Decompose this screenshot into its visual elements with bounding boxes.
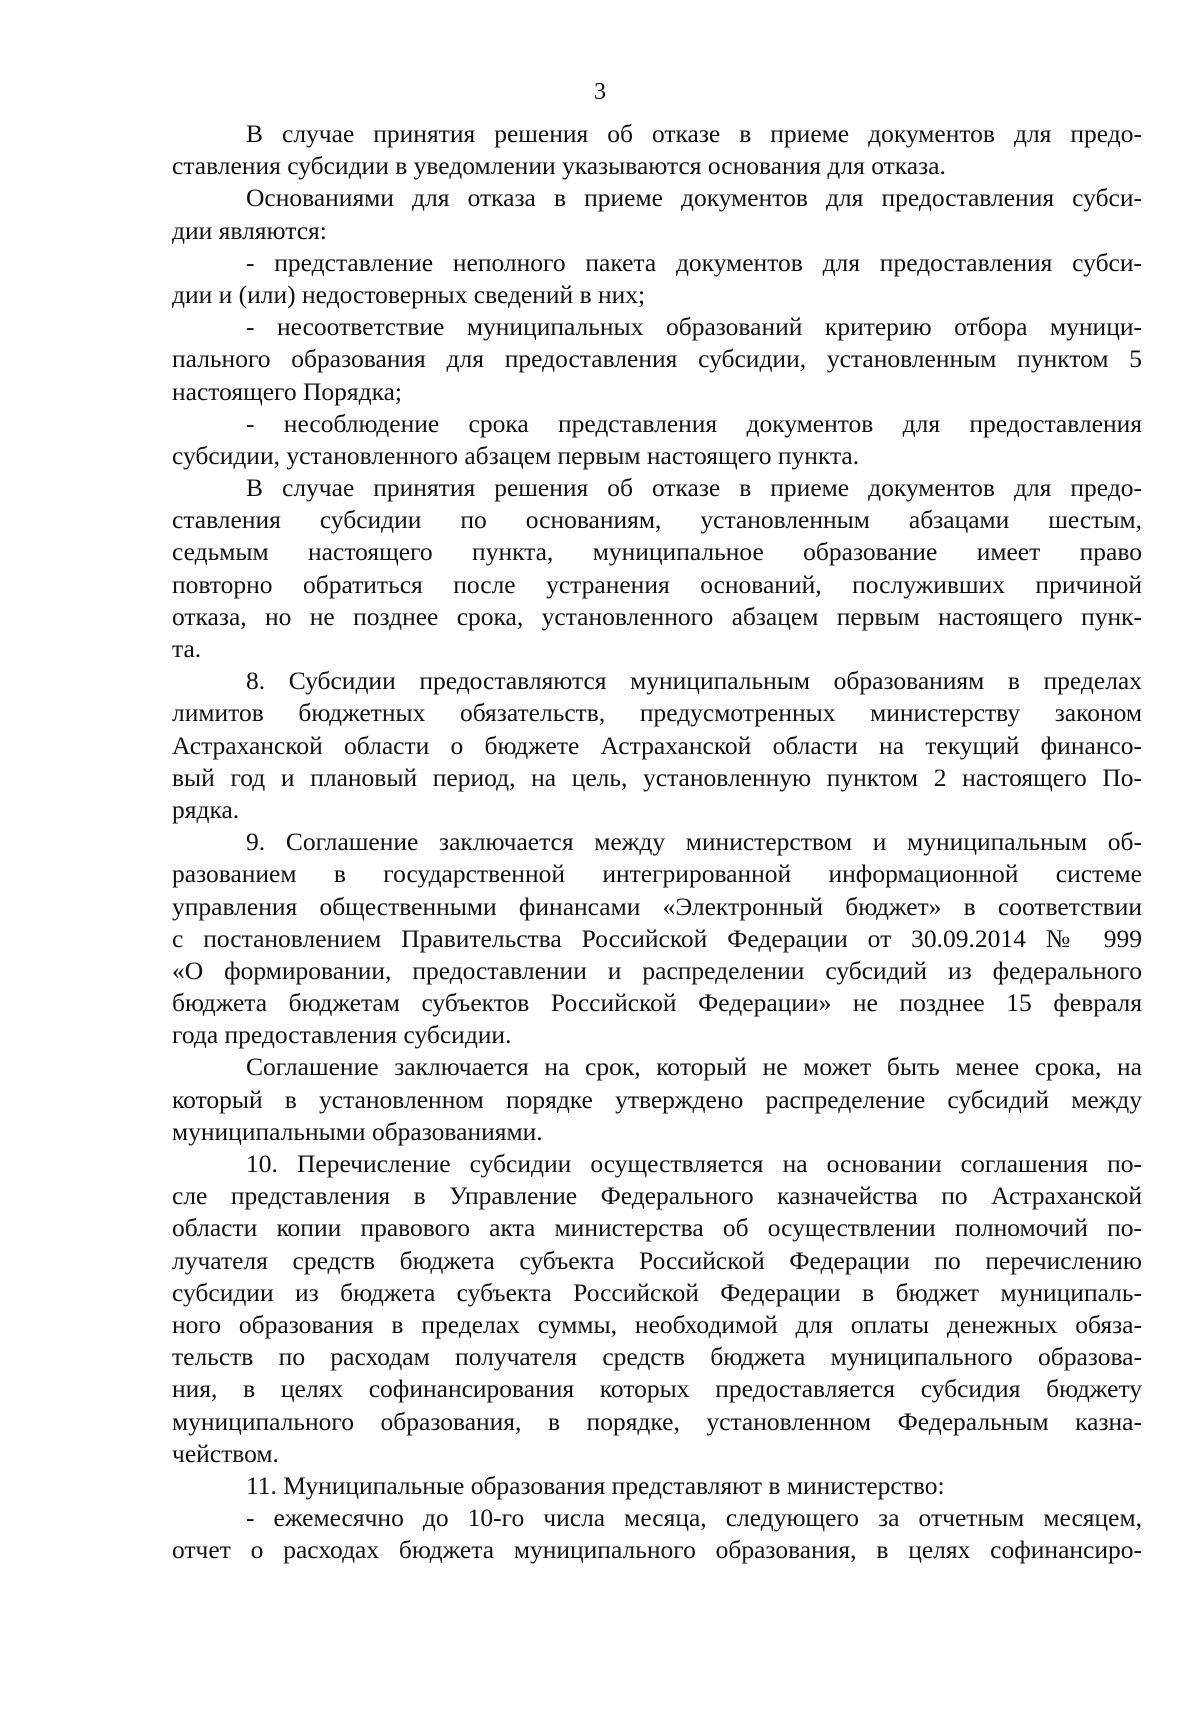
text-line: настоящего Порядка;	[172, 376, 403, 406]
text-line: Астраханской области о бюджете Астраханской области на текущий финансо-	[172, 730, 1142, 760]
text-line: - несоответствие муниципальных образований критерию отбора муници-	[246, 312, 1142, 342]
text-line: - представление неполного пакета документов для предоставления субси-	[246, 247, 1142, 277]
text-line: 9. Соглашение заключается между министерством и муниципальным об-	[246, 827, 1142, 857]
text-line: сле представления в Управление Федерального казначейства по Астраханской	[172, 1181, 1142, 1211]
text-line: повторно обратиться после устранения оснований, послуживших причиной	[172, 569, 1142, 599]
text-line: рядка.	[172, 794, 240, 824]
text-line: 11. Муниципальные образования представляют в министерство:	[246, 1470, 945, 1500]
text-line: ставления субсидии по основаниям, установленным абзацами шестым,	[172, 505, 1142, 535]
text-line: та.	[172, 634, 202, 663]
text-line: чейством.	[172, 1438, 279, 1468]
text-line: - ежемесячно до 10-го числа месяца, следующего за отчетным месяцем,	[246, 1503, 1142, 1533]
document-body	[172, 118, 1142, 1566]
text-line: года предоставления субсидии.	[172, 1020, 512, 1050]
text-line: разованием в государственной интегрированной информационной системе	[172, 859, 1142, 889]
text-line: В случае принятия решения об отказе в приеме документов для предо-	[246, 119, 1142, 148]
text-line: ного образования в пределах суммы, необходимой для оплаты денежных обяза-	[172, 1309, 1142, 1339]
text-line: субсидии, установленного абзацем первым настоящего пункта.	[172, 440, 860, 470]
text-line: отчет о расходах бюджета муниципального образования, в целях софинансиро-	[172, 1535, 1142, 1565]
text-line: бюджета бюджетам субъектов Российской Федерации» не позднее 15 февраля	[172, 988, 1142, 1018]
text-line: ния, в целях софинансирования которых предоставляется субсидия бюджету	[172, 1374, 1142, 1404]
text-line: субсидии из бюджета субъекта Российской Федерации в бюджет муниципаль-	[172, 1277, 1142, 1307]
text-line: дии являются:	[172, 215, 327, 245]
text-line: отказа, но не позднее срока, установленного абзацем первым настоящего пунк-	[172, 601, 1142, 631]
text-line: области копии правового акта министерства об осуществлении полномочий по-	[172, 1213, 1142, 1243]
text-line: муниципальными образованиями.	[172, 1116, 543, 1146]
text-line: лимитов бюджетных обязательств, предусмотренных министерству законом	[172, 698, 1142, 728]
text-line: - несоблюдение срока представления документов для предоставления	[246, 408, 1142, 438]
text-line: с постановлением Правительства Российской Федерации от 30.09.2014 № 999	[172, 923, 1142, 953]
text-line: муниципального образования, в порядке, установленном Федеральным казна-	[172, 1406, 1142, 1436]
text-line: 10. Перечисление субсидии осуществляется на основании соглашения по-	[246, 1149, 1142, 1178]
text-line: Основаниями для отказа в приеме документов для предоставления субси-	[246, 183, 1142, 213]
text-line: вый год и плановый период, на цель, установленную пунктом 2 настоящего По-	[172, 762, 1142, 792]
page-number: 3	[594, 79, 606, 105]
text-line: Соглашение заключается на срок, который не может быть менее срока, на	[246, 1052, 1142, 1082]
text-line: седьмым настоящего пункта, муниципальное образование имеет право	[172, 537, 1142, 567]
text-line: 8. Субсидии предоставляются муниципальным образованиям в пределах	[246, 666, 1142, 696]
text-line: В случае принятия решения об отказе в приеме документов для предо-	[246, 473, 1142, 503]
text-line: дии и (или) недостоверных сведений в них;	[172, 279, 646, 309]
text-line: «О формировании, предоставлении и распределении субсидий из федерального	[172, 955, 1142, 985]
text-line: который в установленном порядке утверждено распределение субсидий между	[172, 1084, 1142, 1114]
text-line: тельств по расходам получателя средств бюджета муниципального образова-	[172, 1342, 1142, 1372]
text-line: ставления субсидии в уведомлении указываются основания для отказа.	[172, 151, 946, 181]
text-line: пального образования для предоставления субсидии, установленным пунктом 5	[172, 344, 1142, 374]
text-line: управления общественными финансами «Электронный бюджет» в соответствии	[172, 891, 1142, 921]
text-line: лучателя средств бюджета субъекта Российской Федерации по перечислению	[172, 1245, 1142, 1275]
